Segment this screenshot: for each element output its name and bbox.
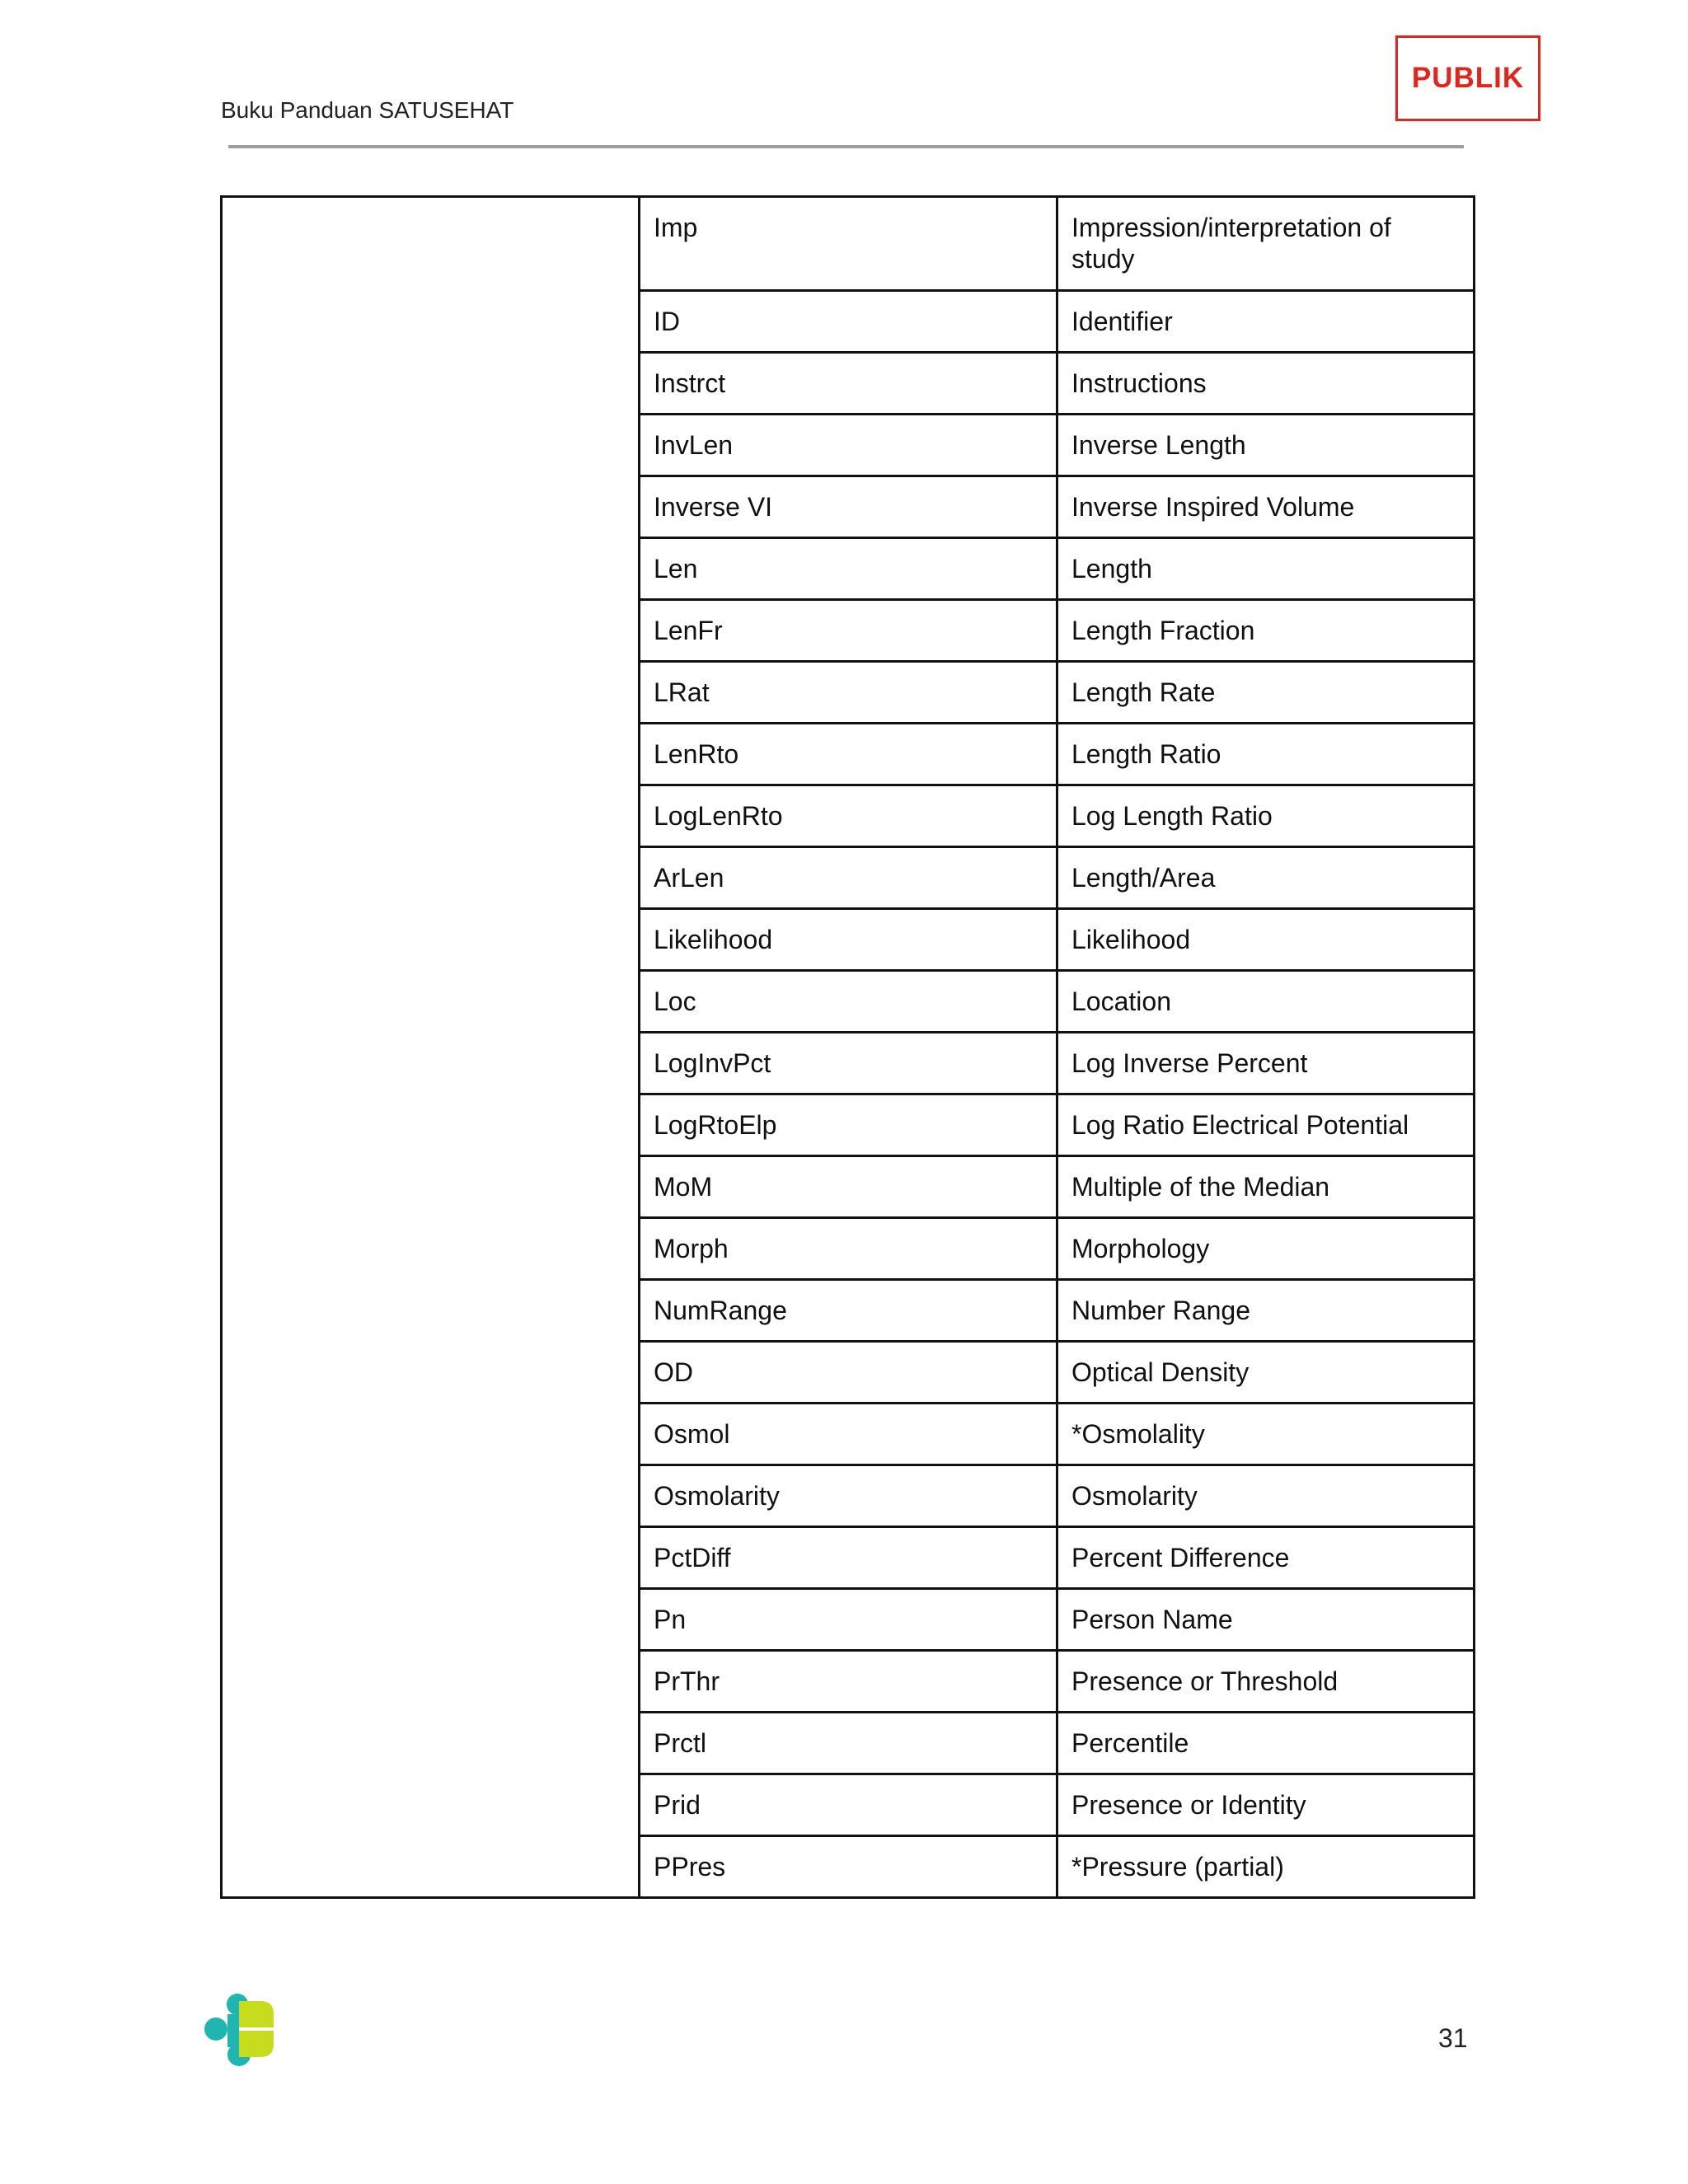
logo-stem [227, 2014, 239, 2047]
meaning-cell: Osmolarity [1057, 1465, 1475, 1527]
meaning-cell: Number Range [1057, 1280, 1475, 1342]
meaning-cell: Impression/interpretation of study [1057, 197, 1475, 291]
abbreviation-cell: Likelihood [640, 909, 1057, 971]
abbreviation-cell: LogLenRto [640, 785, 1057, 847]
meaning-cell: Inverse Inspired Volume [1057, 476, 1475, 538]
meaning-cell: Length Fraction [1057, 600, 1475, 662]
meaning-cell: Log Length Ratio [1057, 785, 1475, 847]
abbreviation-cell: LRat [640, 662, 1057, 724]
abbreviation-table [220, 195, 1475, 1899]
meaning-cell: Length [1057, 538, 1475, 600]
abbreviation-table-body [222, 197, 1475, 1898]
abbreviation-table-container [220, 195, 1473, 1899]
abbreviation-cell: ArLen [640, 847, 1057, 909]
abbreviation-cell: Imp [640, 197, 1057, 291]
document-title: Buku Panduan SATUSEHAT [221, 97, 514, 123]
meaning-cell: Morphology [1057, 1218, 1475, 1280]
meaning-cell: Location [1057, 971, 1475, 1033]
meaning-cell: Presence or Threshold [1057, 1651, 1475, 1713]
kemenkes-logo-icon [203, 1993, 274, 2067]
abbreviation-cell: LenFr [640, 600, 1057, 662]
abbreviation-cell: Pn [640, 1589, 1057, 1651]
abbreviation-cell: LogInvPct [640, 1033, 1057, 1094]
classification-stamp: PUBLIK [1395, 35, 1540, 121]
meaning-cell: *Osmolality [1057, 1404, 1475, 1465]
abbreviation-cell: LogRtoElp [640, 1094, 1057, 1156]
abbreviation-cell: Prid [640, 1774, 1057, 1836]
meaning-cell: Percent Difference [1057, 1527, 1475, 1589]
abbreviation-cell: PctDiff [640, 1527, 1057, 1589]
meaning-cell: Log Inverse Percent [1057, 1033, 1475, 1094]
header-divider [228, 145, 1464, 148]
abbreviation-cell: Inverse VI [640, 476, 1057, 538]
meaning-cell: Likelihood [1057, 909, 1475, 971]
abbreviation-cell: OD [640, 1342, 1057, 1404]
logo-leaf-bottom [239, 2031, 274, 2057]
meaning-cell: Log Ratio Electrical Potential [1057, 1094, 1475, 1156]
logo-petal-left [204, 2018, 227, 2041]
meaning-cell: Length Ratio [1057, 724, 1475, 785]
meaning-cell: *Pressure (partial) [1057, 1836, 1475, 1898]
abbreviation-cell: Instrct [640, 353, 1057, 415]
meaning-cell: Percentile [1057, 1713, 1475, 1774]
abbreviation-cell: InvLen [640, 415, 1057, 476]
abbreviation-cell: MoM [640, 1156, 1057, 1218]
meaning-cell: Optical Density [1057, 1342, 1475, 1404]
meaning-cell: Person Name [1057, 1589, 1475, 1651]
abbreviation-cell: Osmolarity [640, 1465, 1057, 1527]
meaning-cell: Presence or Identity [1057, 1774, 1475, 1836]
abbreviation-cell: Loc [640, 971, 1057, 1033]
abbreviation-cell: NumRange [640, 1280, 1057, 1342]
table-row [222, 197, 1475, 291]
abbreviation-cell: PrThr [640, 1651, 1057, 1713]
meaning-cell: Inverse Length [1057, 415, 1475, 476]
meaning-cell: Instructions [1057, 353, 1475, 415]
page-number: 31 [1438, 2023, 1468, 2053]
abbreviation-cell: Osmol [640, 1404, 1057, 1465]
meaning-cell: Length Rate [1057, 662, 1475, 724]
abbreviation-cell: Len [640, 538, 1057, 600]
logo-leaf-top [239, 2001, 274, 2027]
abbreviation-cell: Prctl [640, 1713, 1057, 1774]
merged-label-cell [222, 197, 640, 1898]
meaning-cell: Multiple of the Median [1057, 1156, 1475, 1218]
abbreviation-cell: LenRto [640, 724, 1057, 785]
meaning-cell: Identifier [1057, 291, 1475, 353]
abbreviation-cell: PPres [640, 1836, 1057, 1898]
meaning-cell: Length/Area [1057, 847, 1475, 909]
abbreviation-cell: ID [640, 291, 1057, 353]
abbreviation-cell: Morph [640, 1218, 1057, 1280]
